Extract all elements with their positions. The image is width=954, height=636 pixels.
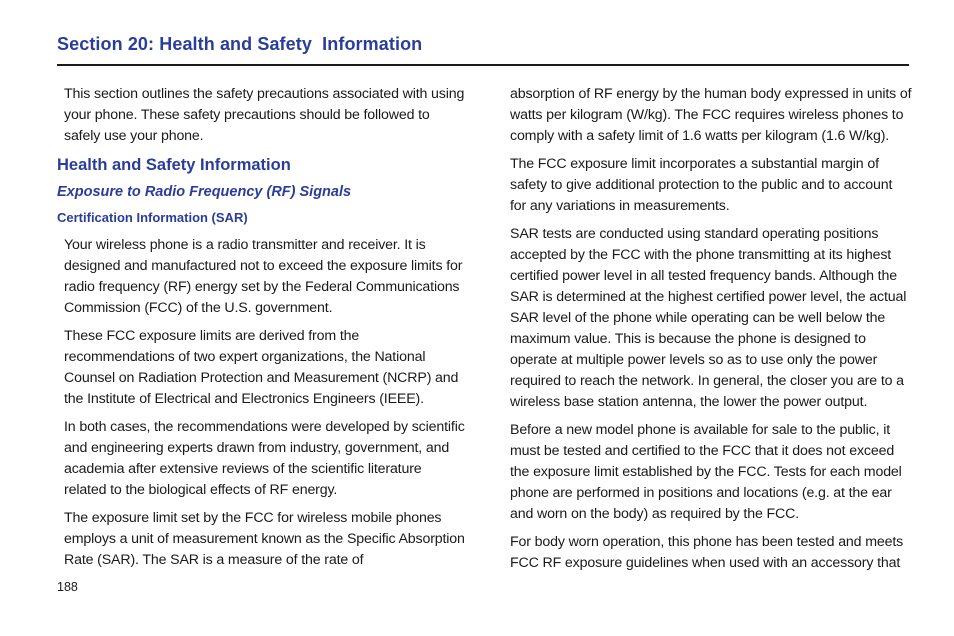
right-column — [510, 84, 912, 581]
body-paragraph: The FCC exposure limit incorporates a substantial margin of safety to give additional protection to the public and to account for any variations in measurements. — [510, 156, 893, 214]
section-heading: Health and Safety Information — [57, 156, 291, 174]
page-number: 188 — [57, 580, 78, 594]
intro-paragraph: This section outlines the safety precautions associated with using your phone. These safety precautions should be followed to safely use your phone. — [64, 86, 465, 144]
body-paragraph: In both cases, the recommendations were developed by scientific and engineering experts drawn from industry, government, and academia after extensive reviews of the scientific literature related to the biological effects of RF energy. — [64, 419, 465, 498]
body-paragraph: absorption of RF energy by the human body expressed in units of watts per kilogram (W/kg). The FCC requires wireless phones to comply with a safety limit of 1.6 watts per kilogram (1.6 W/kg). — [510, 86, 912, 144]
subsubsection-heading: Certification Information (SAR) — [57, 210, 248, 225]
body-paragraph: SAR tests are conducted using standard operating positions accepted by the FCC with the phone transmitting at its highest certified power level in all tested frequency bands. Although the SAR is determined at the highest certified power level, the actual SAR level of the phone while operating can be well below the maximum value. This is because the phone is designed to operate at multiple power levels so as to use only the power required to reach the network. In general, the closer you are to a wireless base station antenna, the lower the power output. — [510, 226, 907, 410]
body-paragraph: For body worn operation, this phone has been tested and meets FCC RF exposure guidelines when used with an accessory that — [510, 534, 904, 571]
title-divider — [57, 64, 909, 66]
page-title: Section 20: Health and Safety Information — [57, 34, 423, 54]
body-paragraph: These FCC exposure limits are derived from the recommendations of two expert organizations, the National Counsel on Radiation Protection and Measurement (NCRP) and the Institute of Electrical and Electronics Engineers (IEEE). — [64, 328, 459, 407]
subsection-heading: Exposure to Radio Frequency (RF) Signals — [57, 184, 352, 200]
body-paragraph: The exposure limit set by the FCC for wireless mobile phones employs a unit of measurement known as the Specific Absorption Rate (SAR). The SAR is a measure of the rate of — [64, 510, 465, 568]
body-paragraph: Your wireless phone is a radio transmitter and receiver. It is designed and manufactured not to exceed the exposure limits for radio frequency (RF) energy set by the Federal Communications Commission (FCC) of the U.S. government. — [64, 237, 463, 316]
body-paragraph: Before a new model phone is available for sale to the public, it must be tested and certified to the FCC that it does not exceed the exposure limit established by the FCC. Tests for each model phone are performed in positions and locations (e.g. at the ear and worn on the body) as required by the FCC. — [510, 422, 902, 522]
left-column — [57, 84, 467, 578]
